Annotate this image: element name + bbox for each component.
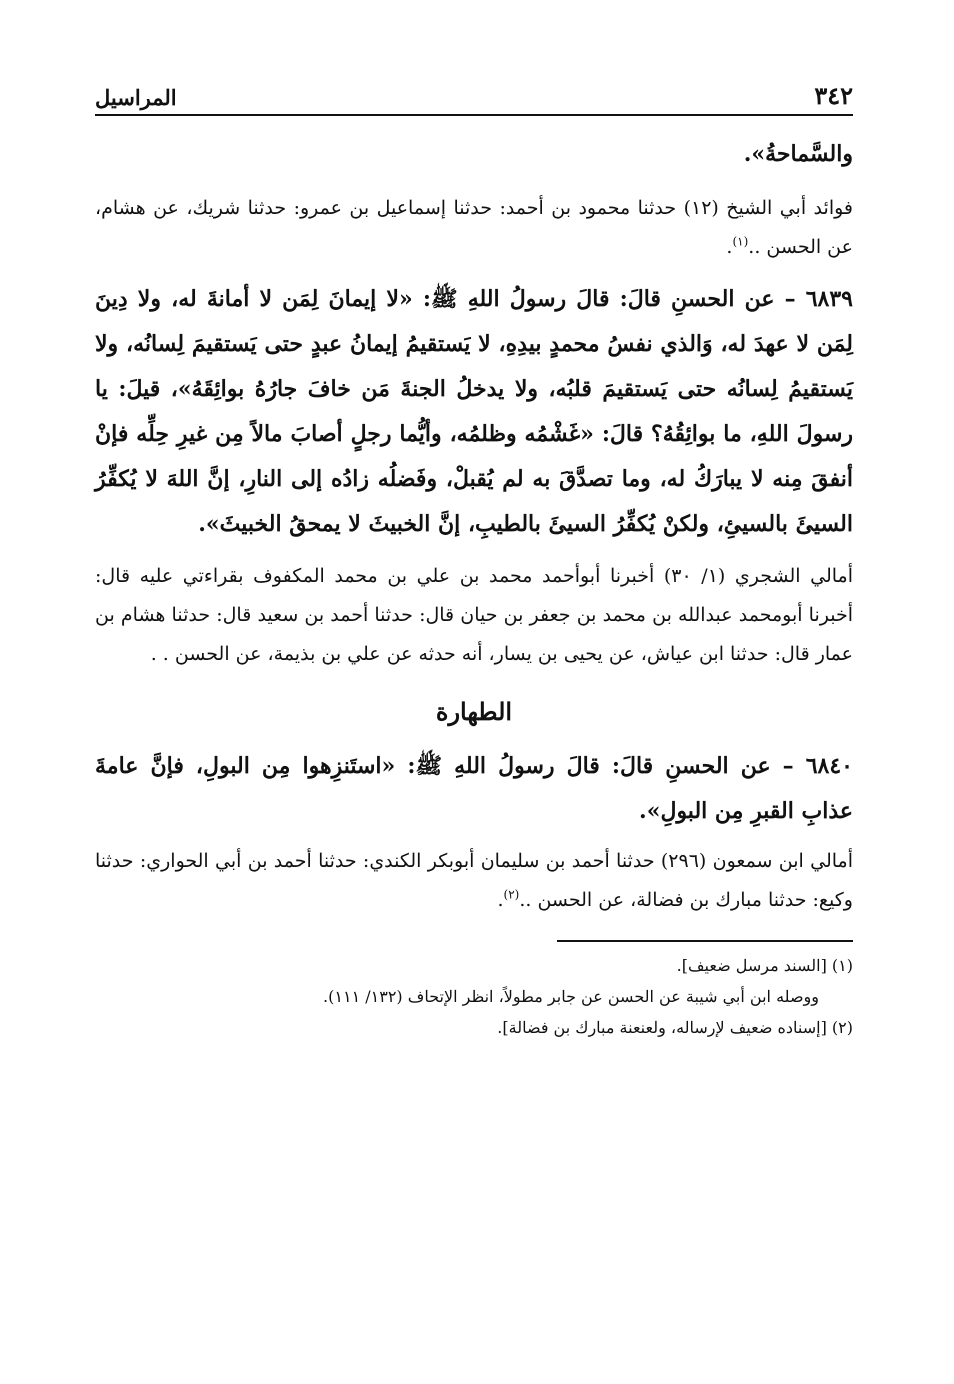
source-citation: أمالي الشجري (١/ ٣٠) أخبرنا أبوأحمد محمد بن علي بن محمد المكفوف بقراءتي عليه قال: أخبرنا أبومحمد عبدالله بن محمد بن جعفر بن حيان قال: حدثنا أحمد بن سعيد قال: حدثنا هشام بن عمار قال: حدثنا ابن عياش، عن يحيى بن يسار، أنه حدثه عن علي بن بذيمة، عن الحسن . . <box>95 565 853 665</box>
source-citation <box>95 189 853 267</box>
footnote-ref: (٢) <box>503 887 520 902</box>
footnote-divider <box>557 940 853 942</box>
footnote: ووصله ابن أبي شيبة عن الحسن عن جابر مطولاً، انظر الإتحاف (١٣٢/ ١١١). <box>323 987 819 1006</box>
source-citation <box>95 842 853 920</box>
book-page <box>95 70 853 1043</box>
footnote: (٢) [إسناده ضعيف لإرساله، ولعنعنة مبارك بن فضالة]. <box>497 1018 853 1037</box>
running-title: المراسيل <box>95 85 177 110</box>
hadith-paragraph: ٦٨٣٩ – عن الحسنِ قالَ: قالَ رسولُ اللهِ ﷺ: «لا إيمانَ لِمَن لا أمانةَ له، ولا دِينَ لِمَن لا عهدَ له، وَالذي نفسُ محمدٍ بيدِهِ، لا يَستقيمُ إيمانُ عبدٍ حتى يَستقيمَ لِسانُه، ولا يَستقيمُ لِسانُه حتى يَستقيمَ قلبُه، ولا يدخلُ الجنةَ مَن خافَ جارُهُ بوائِقَهُ»، قيلَ: يا رسولَ اللهِ، ما بوائِقُهُ؟ قالَ: «غَشْمُه وظلمُه، وأيُّما رجلٍ أصابَ مالاً مِن غيرِ حِلِّه فإنْ أنفقَ مِنه لا يبارَكُ له، وما تصدَّقَ به لم يُقبلْ، وفَضلُه زادُه إلى النارِ، إنَّ اللهَ لا يُكفِّرُ السيئَ بالسيئِ، ولكنْ يُكفِّرُ السيئَ بالطيبِ، إنَّ الخبيثَ لا يمحقُ الخبيثَ». <box>95 286 853 537</box>
footnote: (١) [السند مرسل ضعيف]. <box>676 956 853 975</box>
hadith-paragraph: ٦٨٤٠ – عن الحسنِ قالَ: قالَ رسولُ اللهِ ﷺ: «استَنزِهوا مِن البولِ، فإنَّ عامةَ عذابِ القبرِ مِن البولِ». <box>95 753 853 824</box>
footnote-ref: (١) <box>732 234 749 249</box>
punctuation: . <box>497 889 504 911</box>
punctuation: . <box>726 236 733 258</box>
page-number: ٣٤٢ <box>814 81 853 110</box>
section-heading: الطهارة <box>435 697 513 726</box>
source-citation-text: فوائد أبي الشيخ (١٢) حدثنا محمود بن أحمد: حدثنا إسماعيل بن عمرو: حدثنا شريك، عن هشام، عن الحسن .. <box>95 197 853 258</box>
page-header <box>95 70 853 116</box>
continuation-text: والسَّماحةُ». <box>743 141 853 167</box>
source-citation-text: أمالي ابن سمعون (٢٩٦) حدثنا أحمد بن سليمان أبوبكر الكندي: حدثنا أحمد بن أبي الحواري: حدثنا وكيع: حدثنا مبارك بن فضالة، عن الحسن .. <box>95 850 853 911</box>
